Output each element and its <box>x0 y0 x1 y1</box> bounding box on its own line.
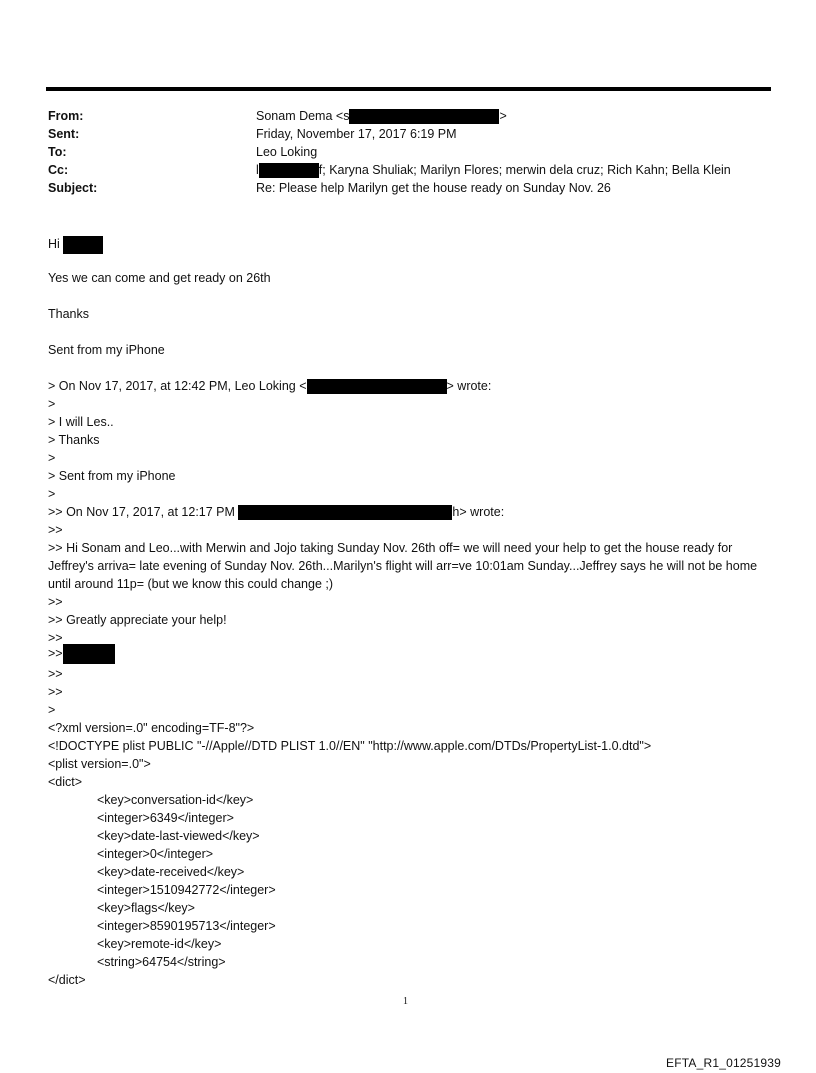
quote-line: >> <box>48 595 63 609</box>
xml-line: <integer>1510942772</integer> <box>97 883 276 897</box>
xml-line: <integer>6349</integer> <box>97 811 234 825</box>
header-rule <box>46 87 771 91</box>
xml-line: <integer>8590195713</integer> <box>97 919 276 933</box>
quote-line: > <box>48 487 56 501</box>
quote-line: >> <box>48 667 63 681</box>
thanks-line: Thanks <box>48 307 89 321</box>
signature-line: Sent from my iPhone <box>48 343 165 357</box>
xml-line: <?xml version=.0" encoding=TF-8"?> <box>48 721 255 735</box>
xml-line: <key>date-received</key> <box>97 865 245 879</box>
quote-line: > <box>48 397 56 411</box>
sent-label: Sent: <box>48 127 80 141</box>
xml-line: <!DOCTYPE plist PUBLIC "-//Apple//DTD PLIST 1.0//EN" "http://www.apple.com/DTDs/PropertyList-1.0.dtd"> <box>48 739 652 753</box>
redaction-bar <box>307 379 447 394</box>
to-value: Leo Loking <box>256 145 318 159</box>
cc-label: Cc: <box>48 163 69 177</box>
quote-line: >> <box>48 631 63 645</box>
xml-line: <key>date-last-viewed</key> <box>97 829 260 843</box>
quote-header-1: > On Nov 17, 2017, at 12:42 PM, Leo Loking < > wrote: <box>48 379 492 393</box>
quote-line: >> Greatly appreciate your help! <box>48 613 227 627</box>
body-line: Yes we can come and get ready on 26th <box>48 271 271 285</box>
quote-line: > <box>48 451 56 465</box>
from-value: Sonam Dema <s > <box>256 109 507 123</box>
cc-value: l f; Karyna Shuliak; Marilyn Flores; merwin dela cruz; Rich Kahn; Bella Klein <box>256 163 731 177</box>
quote-line: >> <box>48 523 63 537</box>
xml-line: <key>remote-id</key> <box>97 937 222 951</box>
from-label: From: <box>48 109 84 123</box>
xml-line: </dict> <box>48 973 86 987</box>
quote-line: > I will Les.. <box>48 415 114 429</box>
quote-header-2: >> On Nov 17, 2017, at 12:17 PM h> wrote: <box>48 505 505 519</box>
to-label: To: <box>48 145 67 159</box>
xml-line: <integer>0</integer> <box>97 847 214 861</box>
quote-paragraph: >> Hi Sonam and Leo...with Merwin and Jojo taking Sunday Nov. 26th off= we will need your help to get the house ready for Jeffrey's arriva= late evening of Sunday Nov. 26th...Marilyn's flight will arr=ve 10:01am Sunday...Jeffrey says he will not be home until around 11p= (but we know this could change ;) <box>48 541 758 591</box>
redaction-bar <box>63 236 103 254</box>
page-number: 1 <box>403 996 408 1007</box>
quote-line: >> <box>48 644 115 664</box>
quote-line: > Sent from my iPhone <box>48 469 176 483</box>
quote-line: > <box>48 703 56 717</box>
redaction-bar <box>259 163 319 178</box>
quote-line: >> <box>48 685 63 699</box>
redaction-bar <box>238 505 452 520</box>
xml-line: <key>conversation-id</key> <box>97 793 254 807</box>
redaction-bar <box>349 109 499 124</box>
xml-line: <string>64754</string> <box>97 955 226 969</box>
quote-line: > Thanks <box>48 433 100 447</box>
xml-line: <key>flags</key> <box>97 901 195 915</box>
greeting-line: Hi <box>48 235 103 254</box>
xml-line: <plist version=.0"> <box>48 757 151 771</box>
sent-value: Friday, November 17, 2017 6:19 PM <box>256 127 457 141</box>
subject-label: Subject: <box>48 181 98 195</box>
redaction-bar <box>63 644 115 664</box>
document-id: EFTA_R1_01251939 <box>666 1056 782 1070</box>
subject-value: Re: Please help Marilyn get the house ready on Sunday Nov. 26 <box>256 181 611 195</box>
xml-line: <dict> <box>48 775 83 789</box>
